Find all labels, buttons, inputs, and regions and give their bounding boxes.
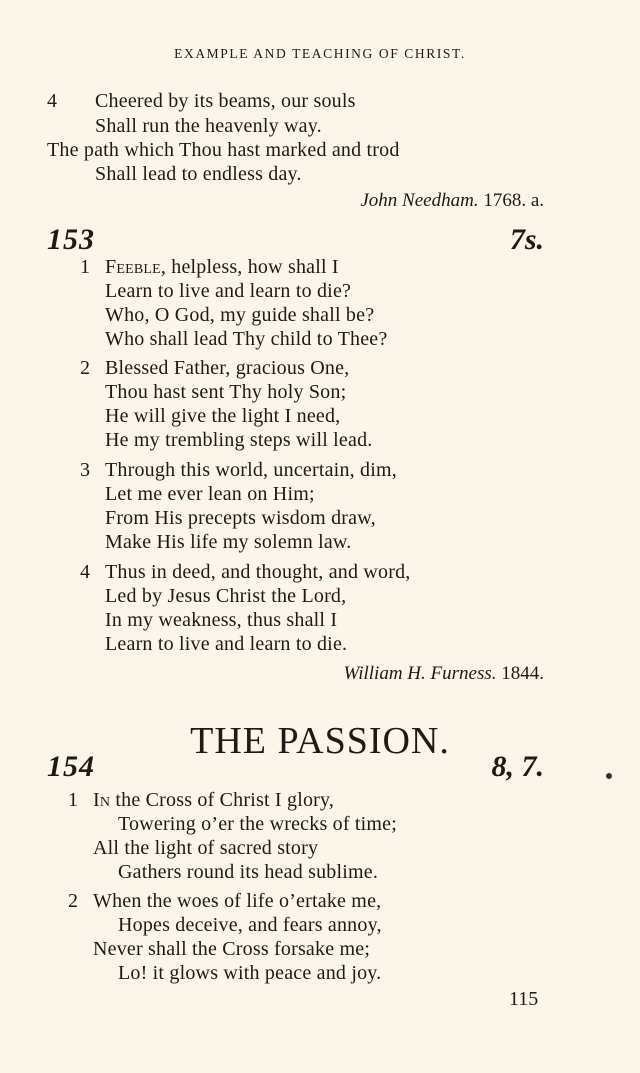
hymn-153-attribution bbox=[343, 662, 544, 686]
verse-line: Who, O God, my guide shall be? bbox=[105, 304, 375, 326]
first-word: In bbox=[93, 789, 111, 811]
verse-line: When the woes of life o’ertake me, bbox=[93, 890, 382, 912]
verse-line: Shall lead to endless day. bbox=[95, 163, 302, 185]
verse-number: 2 bbox=[80, 357, 90, 379]
verse-number: 2 bbox=[68, 890, 78, 912]
verse-line: He will give the light I need, bbox=[105, 405, 341, 427]
hymn-number: 154 bbox=[47, 750, 95, 783]
hymn-152-attribution bbox=[360, 189, 544, 213]
verse-line: Led by Jesus Christ the Lord, bbox=[105, 585, 347, 607]
author-date: 1768. a. bbox=[483, 190, 544, 211]
first-word: Feeble, bbox=[105, 256, 167, 278]
hymn-meter: 7s. bbox=[509, 223, 544, 256]
verse-line: All the light of sacred story bbox=[93, 837, 319, 859]
verse-number: 4 bbox=[47, 90, 57, 112]
verse-line: Towering o’er the wrecks of time; bbox=[118, 813, 397, 835]
verse-line: Let me ever lean on Him; bbox=[105, 483, 315, 505]
first-line-rest: the Cross of Christ I glory, bbox=[110, 789, 335, 811]
verse-line bbox=[105, 255, 339, 279]
verse-number: 3 bbox=[80, 459, 90, 481]
author-name: John Needham. bbox=[360, 190, 479, 211]
hymn-meter: 8, 7. bbox=[491, 750, 544, 783]
page-number: 115 bbox=[509, 988, 539, 1010]
verse-line: Thus in deed, and thought, and word, bbox=[105, 561, 411, 583]
verse-line: Who shall lead Thy child to Thee? bbox=[105, 328, 388, 350]
verse-line: From His precepts wisdom draw, bbox=[105, 507, 376, 529]
author-date: 1844. bbox=[501, 663, 544, 684]
verse-line: Gathers round its head sublime. bbox=[118, 861, 379, 883]
running-head: EXAMPLE AND TEACHING OF CHRIST. bbox=[174, 46, 466, 61]
verse-line: Learn to live and learn to die? bbox=[105, 280, 352, 302]
verse-line: Never shall the Cross forsake me; bbox=[93, 938, 371, 960]
verse-line: Shall run the heavenly way. bbox=[95, 115, 322, 137]
author-name: William H. Furness. bbox=[343, 663, 497, 684]
verse-line: In my weakness, thus shall I bbox=[105, 609, 338, 631]
ink-dot bbox=[606, 773, 612, 779]
verse-line: Cheered by its beams, our souls bbox=[95, 90, 356, 112]
verse-line bbox=[93, 788, 334, 812]
verse-line: He my trembling steps will lead. bbox=[105, 429, 373, 451]
verse-line: The path which Thou hast marked and trod bbox=[47, 139, 400, 161]
verse-line: Through this world, uncertain, dim, bbox=[105, 459, 397, 481]
verse-number: 1 bbox=[80, 256, 90, 278]
verse-line: Blessed Father, gracious One, bbox=[105, 357, 350, 379]
first-line-rest: helpless, how shall I bbox=[166, 256, 339, 278]
hymn-number: 153 bbox=[47, 223, 95, 256]
verse-line: Hopes deceive, and fears annoy, bbox=[118, 914, 382, 936]
verse-line: Learn to live and learn to die. bbox=[105, 633, 348, 655]
verse-line: Make His life my solemn law. bbox=[105, 531, 352, 553]
verse-number: 4 bbox=[80, 561, 90, 583]
verse-line: Thou hast sent Thy holy Son; bbox=[105, 381, 347, 403]
verse-line: Lo! it glows with peace and joy. bbox=[118, 962, 382, 984]
verse-number: 1 bbox=[68, 789, 78, 811]
section-title: THE PASSION. bbox=[190, 720, 450, 762]
